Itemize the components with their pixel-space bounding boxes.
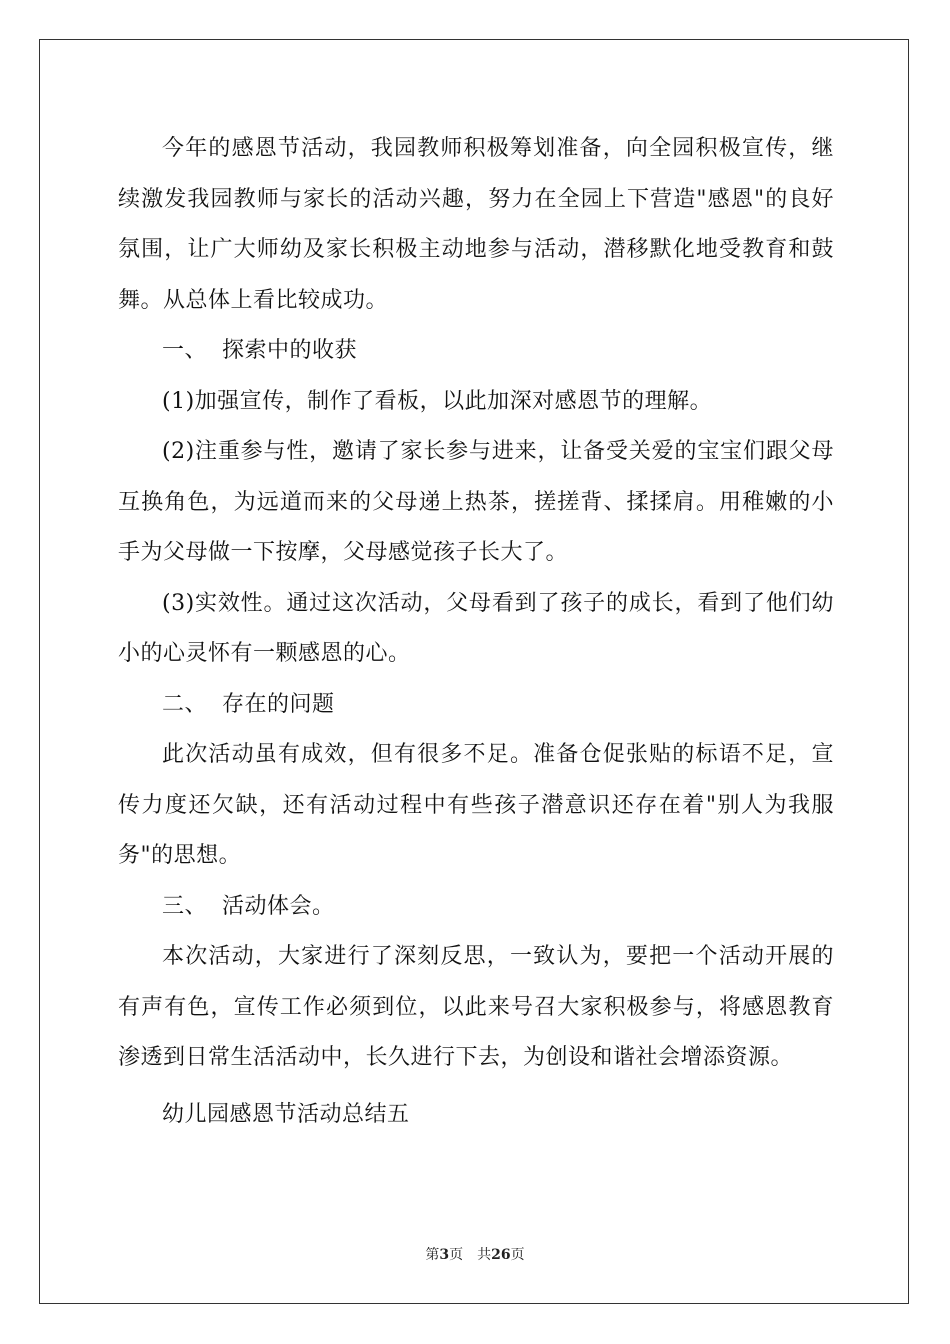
- paragraph-reflection: 本次活动，大家进行了深刻反思，一致认为，要把一个活动开展的有声有色，宣传工作必须到位，以此来号召大家积极参与，将感恩教育渗透到日常生活活动中，长久进行下去，为创设和谐社会增添资源。: [118, 944, 834, 1070]
- document-body: [118, 124, 834, 1140]
- footer-page-prefix: 第: [425, 1247, 440, 1263]
- footer-total-pages: 26: [491, 1247, 511, 1263]
- paragraph-item-1: (1)加强宣传，制作了看板，以此加深对感恩节的理解。: [162, 388, 713, 414]
- footer-page-unit: 页: [449, 1247, 464, 1263]
- heading-next-summary: 幼儿园感恩节活动总结五: [162, 1101, 410, 1127]
- heading-section-1: 一、 探索中的收获: [162, 338, 357, 363]
- page-footer: [0, 1244, 950, 1264]
- paragraph-item-2: (2)注重参与性，邀请了家长参与进来，让备受关爱的宝宝们跟父母互换角色，为远道而来的父母递上热茶，搓搓背、揉揉肩。用稚嫩的小手为父母做一下按摩，父母感觉孩子长大了。: [118, 439, 834, 565]
- footer-page-number: 3: [439, 1247, 450, 1263]
- footer-total-prefix: 共: [477, 1247, 492, 1263]
- footer-total-unit: 页: [510, 1247, 525, 1263]
- paragraph-problems: 此次活动虽有成效，但有很多不足。准备仓促张贴的标语不足，宣传力度还欠缺，还有活动过程中有些孩子潜意识还存在着"别人为我服务"的思想。: [118, 742, 834, 868]
- heading-section-3: 三、 活动体会。: [162, 893, 335, 919]
- paragraph-item-3: (3)实效性。通过这次活动，父母看到了孩子的成长，看到了他们幼小的心灵怀有一颗感恩的心。: [118, 590, 834, 666]
- paragraph-intro: 今年的感恩节活动，我园教师积极筹划准备，向全园积极宣传，继续激发我园教师与家长的活动兴趣，努力在全园上下营造"感恩"的良好氛围，让广大师幼及家长积极主动地参与活动，潜移默化地受教育和鼓舞。从总体上看比较成功。: [118, 136, 834, 313]
- heading-section-2: 二、 存在的问题: [162, 691, 335, 717]
